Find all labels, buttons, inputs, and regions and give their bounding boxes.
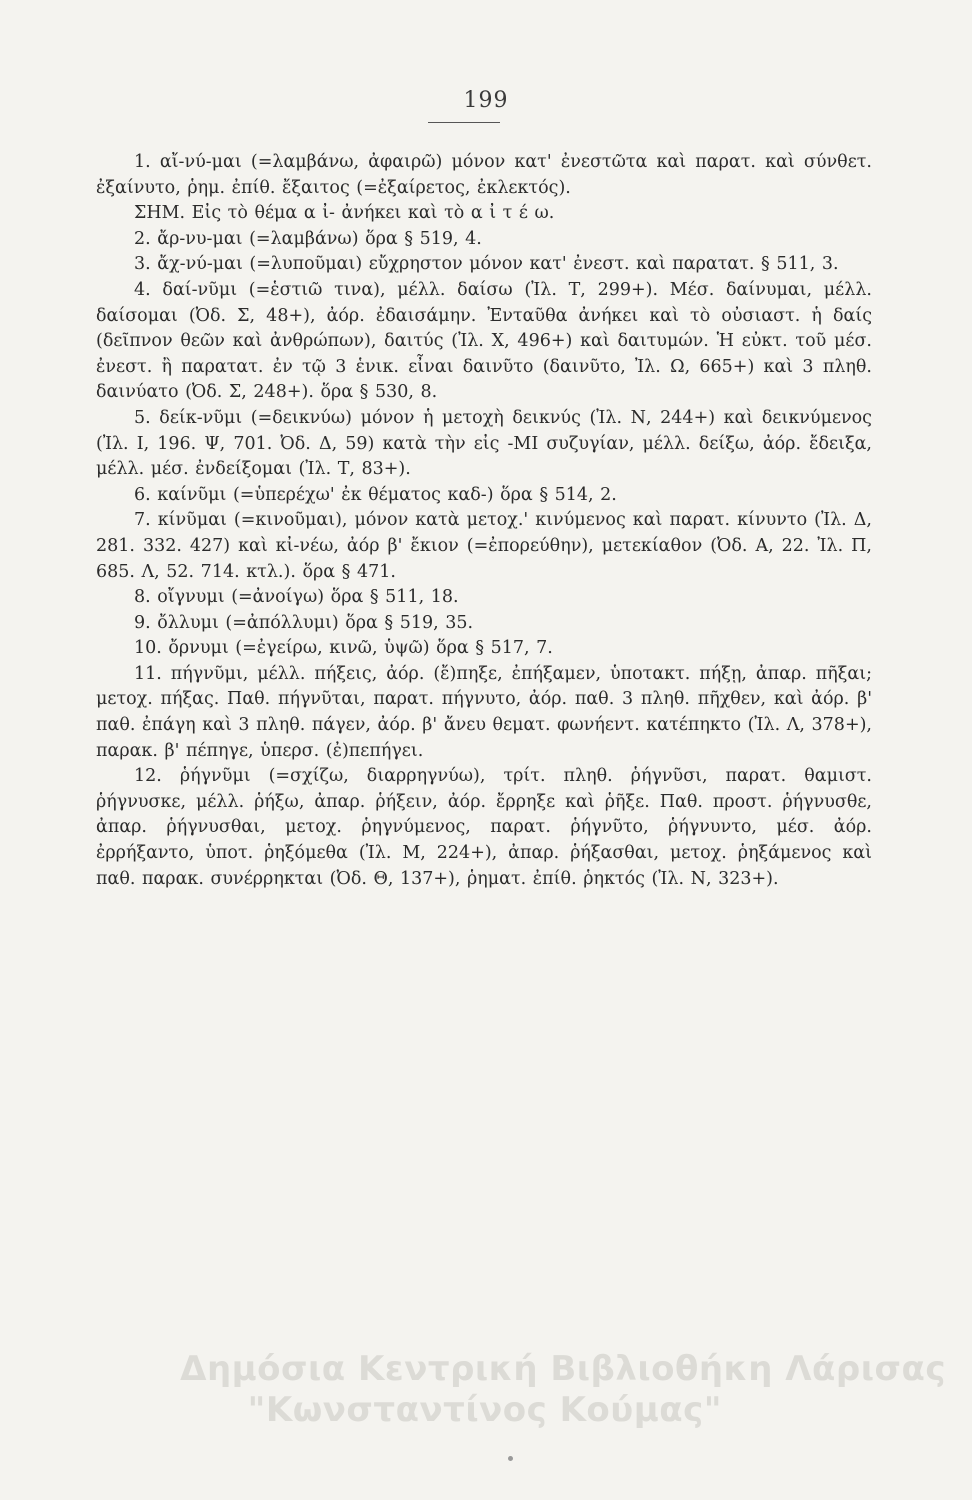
entry-5: 5. δείκ-νῦμι (=δεικνύω) μόνον ἡ μετοχὴ δεικνύς (Ἰλ. Ν, 244+) καὶ δεικνύμενος (Ἰλ. Ι, 196. Ψ, 701. Ὀδ. Δ, 59) κατὰ τὴν εἰς -ΜΙ συζυγίαν, μέλλ. δείξω, ἀόρ. ἔδειξα, μέλλ. μέσ. ἐνδείξομαι (Ἰλ. Τ, 83+). bbox=[96, 407, 872, 480]
entry-2: 2. ἄρ-νυ-μαι (=λαμβάνω) ὅρα § 519, 4. bbox=[134, 228, 482, 249]
library-watermark-line2: "Κωνσταντίνος Κούμας" bbox=[247, 1390, 722, 1430]
entry-11: 11. πήγνῦμι, μέλλ. πήξεις, ἀόρ. (ἔ)πηξε, ἐπήξαμεν, ὑποτακτ. πήξῃ, ἀπαρ. πῆξαι; μετοχ. πήξας. Παθ. πήγνῦται, παρατ. πήγνυτο, ἀόρ. παθ. 3 πληθ. πῆχθεν, καὶ ἀόρ. β' παθ. ἐπάγη καὶ 3 πληθ. πάγεν, ἀόρ. β' ἄνευ θεματ. φωνήεντ. κατέπηκτο (Ἰλ. Λ, 378+), παρακ. β' πέπηγε, ὑπερσ. (ἐ)πεπήγει. bbox=[96, 663, 872, 761]
page-number: 199 bbox=[463, 88, 509, 113]
library-watermark-line1: Δημόσια Κεντρική Βιβλιοθήκη Λάρισας bbox=[180, 1349, 946, 1389]
entry-12: 12. ῥήγνῦμι (=σχίζω, διαρρηγνύω), τρίτ. πληθ. ῥήγνῦσι, παρατ. θαμιστ. ῥήγνυσκε, μέλλ. ῥήξω, ἀπαρ. ῥήξειν, ἀόρ. ἔρρηξε καὶ ῥῆξε. Παθ. προστ. ῥήγνυσθε, ἀπαρ. ῥήγνυσθαι, μετοχ. ῥηγνύμενος, παρατ. ῥήγνῦτο, ῥήγνυντο, μέσ. ἀόρ. ἐρρήξαντο, ὑποτ. ῥηξόμεθα (Ἰλ. Μ, 224+), ἀπαρ. ῥήξασθαι, μετοχ. ῥηξάμενος καὶ παθ. παρακ. συνέρρηκται (Ὀδ. Θ, 137+), ῥηματ. ἐπίθ. ῥηκτός (Ἰλ. Ν, 323+). bbox=[96, 766, 872, 889]
entry-7: 7. κίνῦμαι (=κινοῦμαι), μόνον κατὰ μετοχ.' κινύμενος καὶ παρατ. κίνυντο (Ἰλ. Δ, 281. 332. 427) καὶ κἰ-νέω, ἀόρ β' ἔκιον (=ἐπορεύθην), μετεκίαθον (Ὀδ. Α, 22. Ἰλ. Π, 685. Λ, 52. 714. κτλ.). ὅρα § 471. bbox=[96, 510, 872, 582]
entry-6: 6. καίνῦμι (=ὑπερέχω' ἐκ θέματος καδ-) ὅρα § 514, 2. bbox=[134, 484, 617, 505]
entries-block bbox=[96, 150, 872, 892]
header-rule bbox=[428, 122, 500, 123]
entry-3: 3. ἄχ-νύ-μαι (=λυποῦμαι) εὔχρηστον μόνον κατ' ἐνεστ. καὶ παρατατ. § 511, 3. bbox=[134, 254, 839, 275]
ink-dot bbox=[508, 1456, 513, 1461]
entry-1: 1. αἴ-νύ-μαι (=λαμβάνω, ἀφαιρῶ) μόνον κατ' ἐνεστῶτα καὶ παρατ. καὶ σύνθετ. ἐξαίνυτο, ῥημ. ἐπίθ. ἔξαιτος (=ἐξαίρετος, ἐκλεκτός). bbox=[96, 152, 872, 198]
entry-10: 10. ὄρνυμι (=ἐγείρω, κινῶ, ὑψῶ) ὅρα § 517, 7. bbox=[134, 638, 553, 659]
entry-note: ΣΗΜ. Εἰς τὸ θέμα α ἰ- ἀνήκει καὶ τὸ α ἰ τ έ ω. bbox=[134, 203, 555, 224]
entry-8: 8. οἴγνυμι (=ἀνοίγω) ὅρα § 511, 18. bbox=[134, 587, 459, 608]
entry-9: 9. ὄλλυμι (=ἀπόλλυμι) ὅρα § 519, 35. bbox=[134, 612, 474, 633]
entry-4: 4. δαί-νῦμι (=ἑστιῶ τινα), μέλλ. δαίσω (Ἰλ. Τ, 299+). Μέσ. δαίνυμαι, μέλλ. δαίσομαι (Ὀδ. Σ, 48+), ἀόρ. ἐδαισάμην. Ἐνταῦθα ἀνήκει καὶ τὸ οὐσιαστ. ἡ δαίς (δεῖπνον θεῶν καὶ ἀνθρώπων), δαιτύς (Ἰλ. Χ, 496+) καὶ δαιτυμών. Ἡ εὐκτ. τοῦ μέσ. ἐνεστ. ἢ παρατατ. ἐν τῷ 3 ἑνικ. εἶναι δαινῦτο (δαινῦτο, Ἰλ. Ω, 665+) καὶ 3 πληθ. δαινύατο (Ὀδ. Σ, 248+). ὅρα § 530, 8. bbox=[96, 279, 872, 403]
